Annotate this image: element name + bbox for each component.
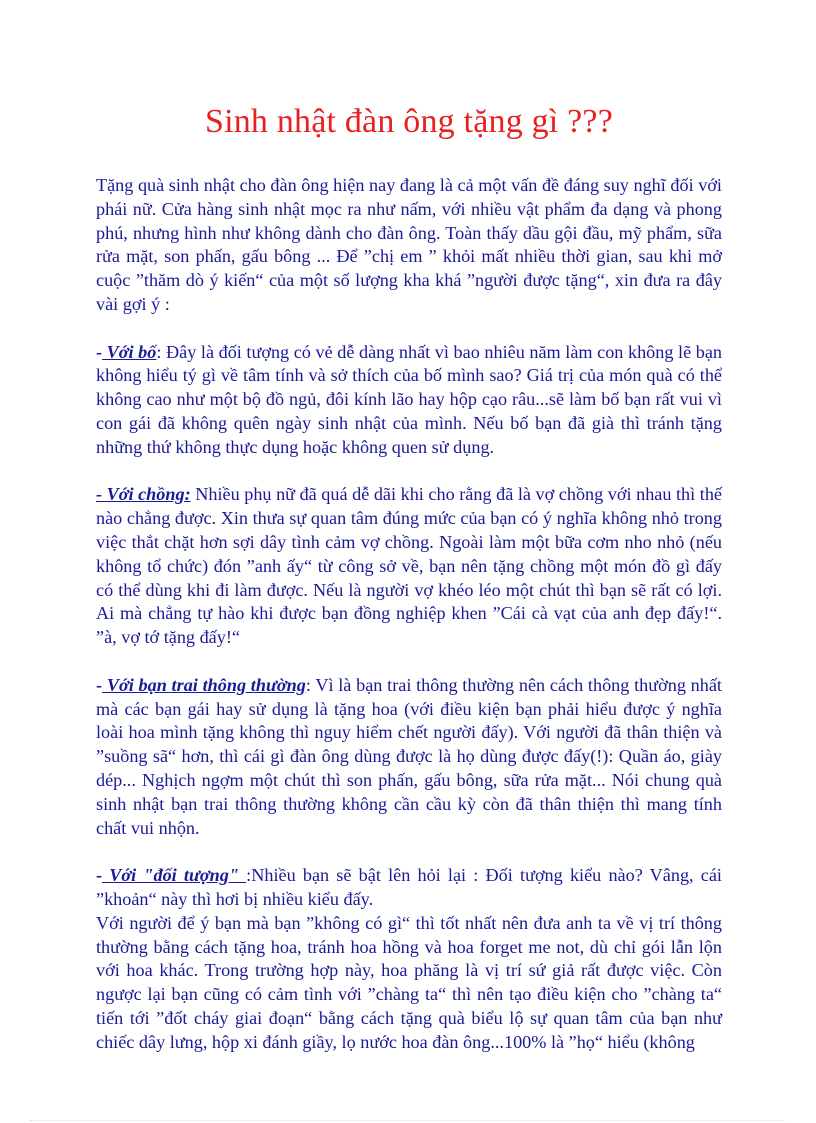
section-heading-father: Với bố xyxy=(102,341,157,362)
section-heading-husband: - Với chồng: xyxy=(96,484,191,505)
section-body-husband: Nhiều phụ nữ đã quá dễ dãi khi cho rằng đã là vợ chồng với nhau thì thế nào chẳng được. Xin thưa sự quan tâm đúng mức của bạn có ý nghĩa không nhỏ trong việc thắt chặt hơn sợi dây tình cảm vợ chồng. Ngoài làm một bữa cơm nho nhỏ (nếu không tổ chức) đón ”anh ấy“ từ công sở về, bạn nên tặng chồng một món đồ gì đấy có thể dùng khi đi làm được. Nếu là người vợ khéo léo một chút thì bạn sẽ rất có lợi. Ai mà chẳng tự hào khi được bạn đồng nghiệp khen ”Cái cà vạt của anh đẹp đấy!“. ”à, vợ tớ tặng đấy!“ xyxy=(96,484,722,648)
section-boyfriend xyxy=(96,674,722,841)
paragraph-gap xyxy=(96,460,722,484)
section-target xyxy=(96,864,722,912)
paragraph-gap xyxy=(96,840,722,864)
section-father xyxy=(96,341,722,460)
intro-paragraph: Tặng quà sinh nhật cho đàn ông hiện nay đang là cả một vấn đề đáng suy nghĩ đối với phái nữ. Cửa hàng sinh nhật mọc ra như nấm, với nhiều vật phẩm đa dạng và phong phú, nhưng hình như không dành cho đàn ông. Toàn thấy dầu gội đầu, mỹ phẩm, sữa rửa mặt, son phấn, gấu bông ... Để ”chị em ” khỏi mất nhiều thời gian, sau khi mở cuộc ”thăm dò ý kiến“ của một số lượng kha khá ”người được tặng“, xin đưa ra đây vài gợi ý : xyxy=(96,175,722,314)
section-heading-boyfriend: Với bạn trai thông thường xyxy=(102,674,306,695)
closing-paragraph: Với người để ý bạn mà bạn ”không có gì“ thì tốt nhất nên đưa anh ta về vị trí thông thường bằng cách tặng hoa, tránh hoa hồng và hoa forget me not, dù chỉ gói lẫn lộn với hoa khác. Trong trường hợp này, hoa phăng là vị trí sứ giả rất được việc. Còn ngược lại bạn cũng có cảm tình với ”chàng ta“ thì nên tạo điều kiện cho ”chàng ta“ tiến tới ”đốt cháy giai đoạn“ bằng cách tặng quà biểu lộ sự quan tâm của bạn như chiếc dây lưng, hộp xi đánh giầy, lọ nước hoa đàn ông...100% là ”họ“ hiểu (không xyxy=(96,912,722,1052)
paragraph-gap xyxy=(96,317,722,341)
section-dash: - xyxy=(96,865,103,886)
page-title: Sinh nhật đàn ông tặng gì ??? xyxy=(204,103,614,140)
paragraph-gap xyxy=(96,650,722,674)
section-body-father: : Đây là đối tượng có vẻ dễ dàng nhất vì bao nhiêu năm làm con không lẽ bạn không hiểu tý gì về tâm tính và sở thích của bố mình sao? Giá trị của món quà có thể không cao như một bộ đồ ngủ, đôi kính lão hay hộp cạo râu...sẽ làm bố bạn rất vui vì con gái đã không quên ngày sinh nhật của mình. Nếu bố bạn đã già thì tránh tặng những thứ không thực dụng hoặc không quen sử dụng. xyxy=(96,341,722,457)
section-heading-target: Với "đối tượng" xyxy=(102,865,247,886)
section-dash: - xyxy=(96,674,103,695)
section-body-boyfriend: : Vì là bạn trai thông thường nên cách thông thường nhất mà các bạn gái hay sử dụng là tặng hoa (với điều kiện bạn phải hiểu được ý nghĩa loài hoa mình tặng không thì nguy hiểm chết người đấy). Với người đã thân thiện và ”suồng sã“ hơn, thì cái gì đàn ông dùng được là họ dùng được đấy(!): Quần áo, giày dép... Nghịch ngợm một chút thì son phấn, gấu bông, sữa rửa mặt... Nói chung quà sinh nhật bạn trai thông thường không cần cầu kỳ còn đã thân thiện thì mang tính chất vui nhộn. xyxy=(96,674,722,838)
section-body-target: :Nhiều bạn sẽ bật lên hỏi lại : Đối tượng kiểu nào? Vâng, cái ”khoản“ này thì hơi bị nhiều kiểu đấy. xyxy=(96,865,722,909)
document-page xyxy=(96,100,722,1054)
section-husband xyxy=(96,483,722,650)
section-dash: - xyxy=(96,341,103,362)
page-bottom-border xyxy=(30,1120,786,1121)
